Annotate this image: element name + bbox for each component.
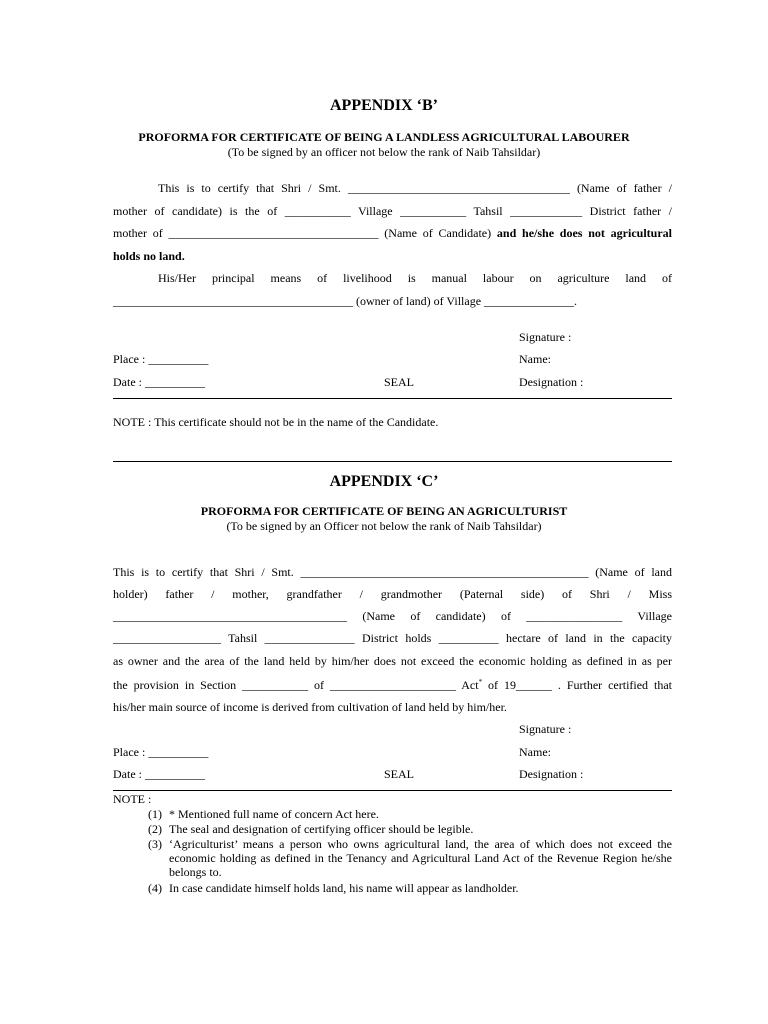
appendix-c-proforma-title: PROFORMA FOR CERTIFICATE OF BEING AN AGRICULTURIST [200, 504, 568, 518]
appendix-b-para1-line1: This is to certify that Shri / Smt. _____________________________________ (Name of father / [158, 181, 672, 195]
appendix-b-proforma-title: PROFORMA FOR CERTIFICATE OF BEING A LANDLESS AGRICULTURAL LABOURER [138, 130, 630, 144]
note-text: In case candidate himself holds land, his name will appear as landholder. [169, 881, 519, 895]
section-divider [113, 461, 672, 462]
note-text: ‘Agriculturist’ means a person who owns agricultural land, the area of which does not exceed the economic holding as defined in the Tenancy and Agricultural Land Act of the Revenue Region he/she belongs to. [169, 837, 672, 879]
note-number: (1) [148, 807, 162, 821]
appendix-b-designation-label: Designation : [519, 375, 584, 389]
appendix-b-divider [113, 398, 672, 399]
note-text: * Mentioned full name of concern Act here. [169, 807, 379, 821]
appendix-c-divider [113, 790, 672, 791]
appendix-b-para1-line3-a: mother of ___________________________________ (Name of Candidate) [113, 226, 497, 240]
note-text: The seal and designation of certifying officer should be legible. [169, 822, 474, 836]
appendix-b-note: NOTE : This certificate should not be in the name of the Candidate. [113, 415, 439, 429]
appendix-b-signing-note: (To be signed by an officer not below the rank of Naib Tahsildar) [227, 145, 541, 159]
appendix-c-line3: _______________________________________ (Name of candidate) of ________________ Village [113, 609, 672, 623]
appendix-c-line6-a: the provision in Section ___________ of _____________________ Act [113, 678, 479, 692]
appendix-b-para1-line4: holds no land. [113, 249, 185, 263]
appendix-c-line5: as owner and the area of the land held by him/her does not exceed the economic holding as defined in as per [113, 654, 672, 668]
appendix-c-line1: This is to certify that Shri / Smt. ________________________________________________ (Name of land [113, 565, 672, 579]
appendix-b-date-label: Date : __________ [113, 375, 205, 389]
appendix-c-line6 [113, 678, 672, 693]
appendix-b-para1-line2: mother of candidate) is the of ___________ Village ___________ Tahsil ____________ District father / [113, 204, 672, 218]
appendix-b-para1-line3 [113, 226, 672, 241]
appendix-b-place-label: Place : __________ [113, 352, 209, 366]
appendix-b-para1-line3-b: and he/she does not agricultural [496, 226, 673, 240]
appendix-b-name-label: Name: [519, 352, 551, 366]
appendix-c-title: APPENDIX ‘C’ [329, 473, 439, 490]
appendix-c-designation-label: Designation : [519, 767, 584, 781]
appendix-b-seal-label: SEAL [384, 375, 414, 389]
note-number: (3) [148, 837, 162, 851]
appendix-c-name-label: Name: [519, 745, 551, 759]
appendix-c-line6-b: of 19______ . Further certified that [482, 678, 672, 692]
appendix-c-note-heading: NOTE : [113, 792, 152, 806]
appendix-b-para2-line1: His/Her principal means of livelihood is manual labour on agriculture land of [158, 271, 672, 285]
appendix-c-line4: __________________ Tahsil _______________ District holds __________ hectare of land in the capacity [113, 631, 672, 645]
appendix-c-signing-note: (To be signed by an Officer not below the rank of Naib Tahsildar) [226, 519, 542, 533]
appendix-c-seal-label: SEAL [384, 767, 414, 781]
appendix-c-line2: holder) father / mother, grandfather / grandmother (Paternal side) of Shri / Miss [113, 587, 672, 601]
appendix-c-signature-label: Signature : [519, 722, 572, 736]
asterisk-marker: * [478, 678, 483, 686]
note-number: (4) [148, 881, 162, 895]
appendix-c-date-label: Date : __________ [113, 767, 205, 781]
appendix-c-line7: his/her main source of income is derived from cultivation of land held by him/her. [113, 700, 507, 714]
appendix-c-place-label: Place : __________ [113, 745, 209, 759]
appendix-b-title: APPENDIX ‘B’ [330, 97, 438, 114]
appendix-b-para2-line2: ________________________________________ (owner of land) of Village _______________. [113, 294, 578, 308]
note-number: (2) [148, 822, 162, 836]
appendix-b-signature-label: Signature : [519, 330, 572, 344]
